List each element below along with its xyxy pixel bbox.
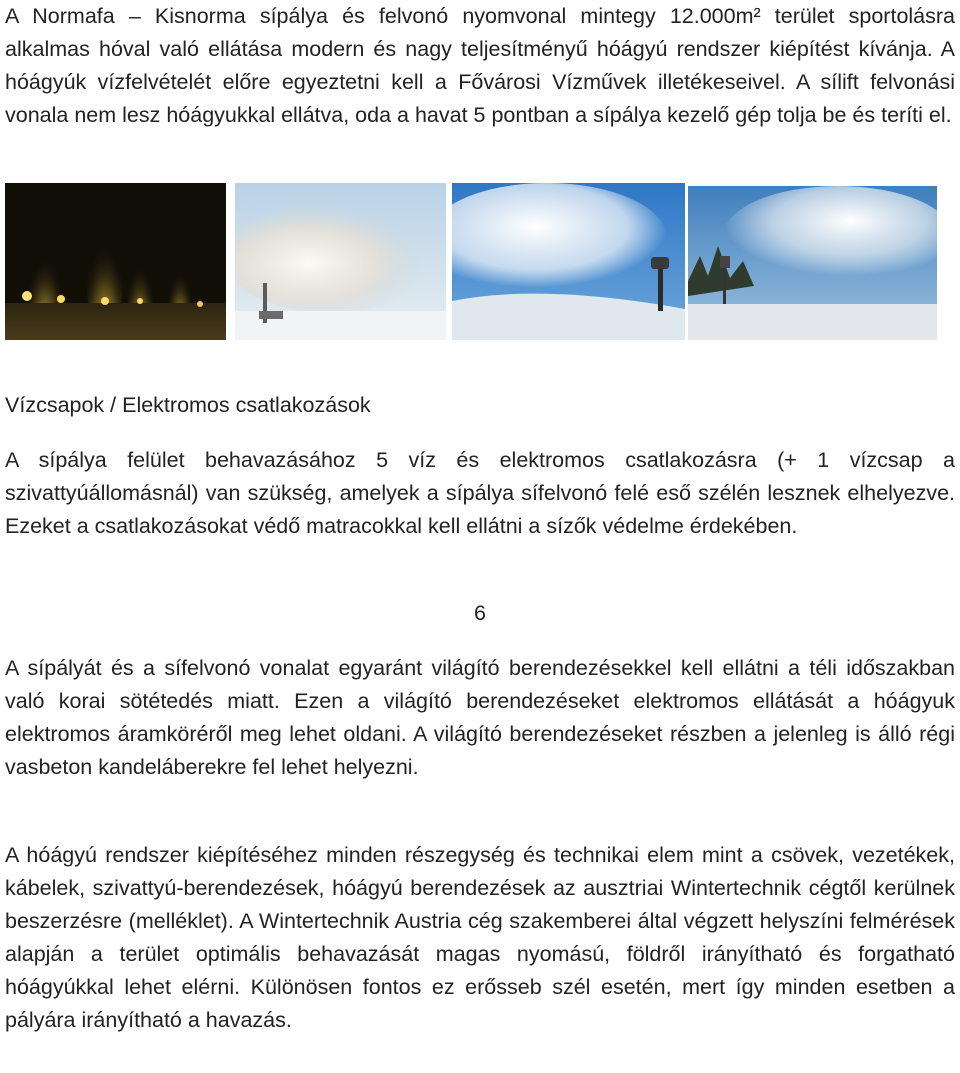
page-number: 6	[474, 601, 486, 625]
connections-paragraph: A sípálya felület behavazásához 5 víz és elektromos csatlakozásra (+ 1 vízcsap a szivattyúállomásnál) van szükség, amelyek a sípálya sífelvonó felé eső szélén lesznek elhelyezve. Ezeket a csatlakozásokat védő matracokkal kell ellátni a sízők védelme érdekében.	[5, 448, 955, 538]
intro-paragraph: A Normafa – Kisnorma sípálya és felvonó nyomvonal mintegy 12.000m² terület sportolásra alkalmas hóval való ellátása modern és nagy teljesítményű hóágyú rendszer kiépítést kívánja. A hóágyúk vízfelvételét előre egyeztetni kell a Fővárosi Vízművek illetékeseivel. A sílift felvonási vonala nem lesz hóágyukkal ellátva, oda a havat 5 pontban a sípálya kezelő gép tolja be és teríti el.	[5, 4, 955, 127]
section-heading: Vízcsapok / Elektromos csatlakozások	[5, 393, 371, 417]
photo-snow-cannon-slope	[235, 183, 446, 340]
photo-snow-cannon-blue-sky	[452, 183, 685, 340]
wintertechnik-paragraph: A hóágyú rendszer kiépítéséhez minden részegység és technikai elem mint a csövek, vezetékek, kábelek, szivattyú-berendezések, hóágyú berendezések az ausztriai Wintertechnik cégtől kerülnek beszerzésre (melléklet). A Wintertechnik Austria cég szakemberei által végzett helyszíni felmérések alapján a terület optimális behavazását magas nyomású, földről irányítható és forgatható hóágyúkkal lehet elérni. Különösen fontos ez erősseb szél esetén, mert így minden esetben a pályára irányítható a havazás.	[5, 843, 955, 1032]
lighting-paragraph: A sípályát és a sífelvonó vonalat egyaránt világító berendezésekkel kell ellátni a téli időszakban való korai sötétedés miatt. Ezen a világító berendezéseket elektromos ellátását a hóágyuk elektromos áramköréről meg lehet oldani. A világító berendezéseket részben a jelenleg is álló régi vasbeton kandeláberekre fel lehet helyezni.	[5, 656, 955, 779]
photo-snow-cannon-forest	[688, 186, 937, 340]
photo-snow-cannons-night	[5, 183, 226, 340]
